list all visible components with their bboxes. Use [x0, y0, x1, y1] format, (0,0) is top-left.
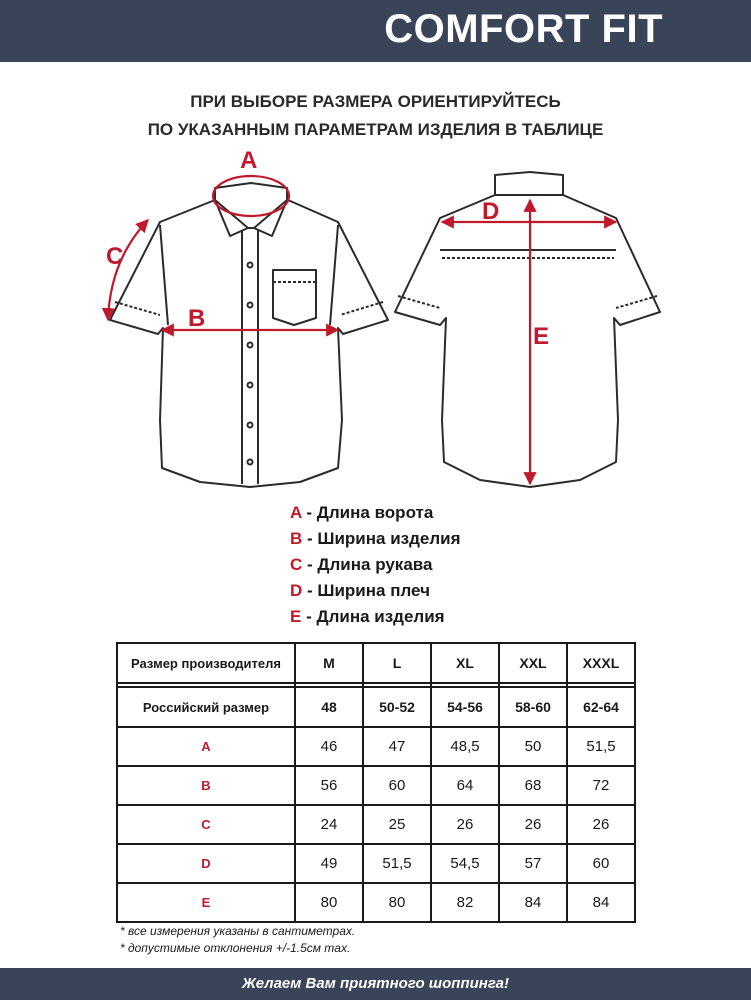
legend-separator: - — [302, 555, 318, 574]
measure-cell: 84 — [499, 883, 567, 922]
header-bar — [0, 0, 751, 62]
measure-row-c — [117, 805, 635, 844]
measure-row-b — [117, 766, 635, 805]
legend-letter: D — [290, 581, 303, 600]
measure-cell: 50 — [499, 727, 567, 766]
fit-title: COMFORT FIT — [384, 7, 663, 51]
russian-size-cell: 58-60 — [499, 687, 567, 727]
measure-row-e — [117, 883, 635, 922]
maker-size-label: Размер производителя — [117, 643, 295, 683]
measure-cell: 54,5 — [431, 844, 499, 883]
measure-cell: 57 — [499, 844, 567, 883]
shirt-back-drawing — [395, 172, 660, 487]
measure-cell: 26 — [499, 805, 567, 844]
footer-message: Желаем Вам приятного шоппинга! — [242, 975, 509, 992]
measure-cell: 80 — [363, 883, 431, 922]
footnote-units: * все измерения указаны в сантиметрах. — [120, 924, 356, 938]
russian-size-cell: 54-56 — [431, 687, 499, 727]
measurement-legend — [290, 500, 461, 630]
measure-cell: 24 — [295, 805, 363, 844]
legend-letter: C — [290, 555, 303, 574]
legend-text: Ширина плеч — [317, 581, 430, 600]
maker-size-cell: XXL — [499, 643, 567, 683]
legend-separator: - — [302, 581, 318, 600]
measure-row-label: B — [117, 766, 295, 805]
measure-cell: 84 — [567, 883, 635, 922]
instruction-line-1: ПРИ ВЫБОРЕ РАЗМЕРА ОРИЕНТИРУЙТЕСЬ — [190, 92, 561, 111]
legend-separator: - — [301, 607, 317, 626]
measure-cell: 47 — [363, 727, 431, 766]
measure-cell: 26 — [567, 805, 635, 844]
measure-row-label: A — [117, 727, 295, 766]
russian-size-cell: 48 — [295, 687, 363, 727]
legend-item — [290, 526, 461, 552]
instruction-line-2: ПО УКАЗАННЫМ ПАРАМЕТРАМ ИЗДЕЛИЯ В ТАБЛИЦЕ — [147, 120, 604, 139]
measure-cell: 51,5 — [363, 844, 431, 883]
footnote-tolerance: * допустимые отклонения +/-1.5см max. — [120, 941, 351, 955]
maker-size-cell: L — [363, 643, 431, 683]
shirt-front-drawing — [110, 183, 388, 487]
shirt-measurement-diagram — [0, 140, 751, 495]
diagram-label-e: E — [533, 323, 550, 350]
diagram-label-a: A — [240, 147, 258, 174]
measure-row-label: C — [117, 805, 295, 844]
russian-size-cell: 62-64 — [567, 687, 635, 727]
measure-row-a — [117, 727, 635, 766]
legend-item — [290, 578, 461, 604]
measure-cell: 60 — [363, 766, 431, 805]
size-table — [116, 642, 636, 923]
measure-cell: 46 — [295, 727, 363, 766]
footer-bar — [0, 968, 751, 1000]
legend-item — [290, 604, 461, 630]
legend-item — [290, 552, 461, 578]
legend-letter: E — [290, 607, 302, 626]
russian-size-cell: 50-52 — [363, 687, 431, 727]
measure-cell: 51,5 — [567, 727, 635, 766]
maker-size-cell: XXXL — [567, 643, 635, 683]
russian-size-row — [117, 687, 635, 727]
maker-size-cell: XL — [431, 643, 499, 683]
measure-cell: 72 — [567, 766, 635, 805]
measure-cell: 60 — [567, 844, 635, 883]
legend-text: Длина рукава — [317, 555, 433, 574]
maker-size-row — [117, 643, 635, 683]
legend-separator: - — [301, 503, 317, 522]
diagram-label-b: B — [188, 305, 206, 332]
legend-letter: A — [290, 503, 302, 522]
measure-row-d — [117, 844, 635, 883]
diagram-label-c: C — [106, 243, 124, 270]
measure-cell: 64 — [431, 766, 499, 805]
legend-item — [290, 500, 461, 526]
measure-row-label: E — [117, 883, 295, 922]
diagram-label-d: D — [482, 198, 500, 225]
legend-separator: - — [302, 529, 318, 548]
legend-text: Длина ворота — [316, 503, 434, 522]
measure-cell: 49 — [295, 844, 363, 883]
russian-size-label: Российский размер — [117, 687, 295, 727]
measure-cell: 26 — [431, 805, 499, 844]
legend-text: Длина изделия — [316, 607, 445, 626]
measure-cell: 80 — [295, 883, 363, 922]
measure-row-label: D — [117, 844, 295, 883]
measure-cell: 68 — [499, 766, 567, 805]
size-instruction — [0, 88, 751, 144]
measure-cell: 48,5 — [431, 727, 499, 766]
legend-letter: B — [290, 529, 303, 548]
footnotes — [120, 923, 355, 957]
measure-cell: 82 — [431, 883, 499, 922]
legend-text: Ширина изделия — [317, 529, 461, 548]
measure-cell: 56 — [295, 766, 363, 805]
maker-size-cell: M — [295, 643, 363, 683]
measure-cell: 25 — [363, 805, 431, 844]
